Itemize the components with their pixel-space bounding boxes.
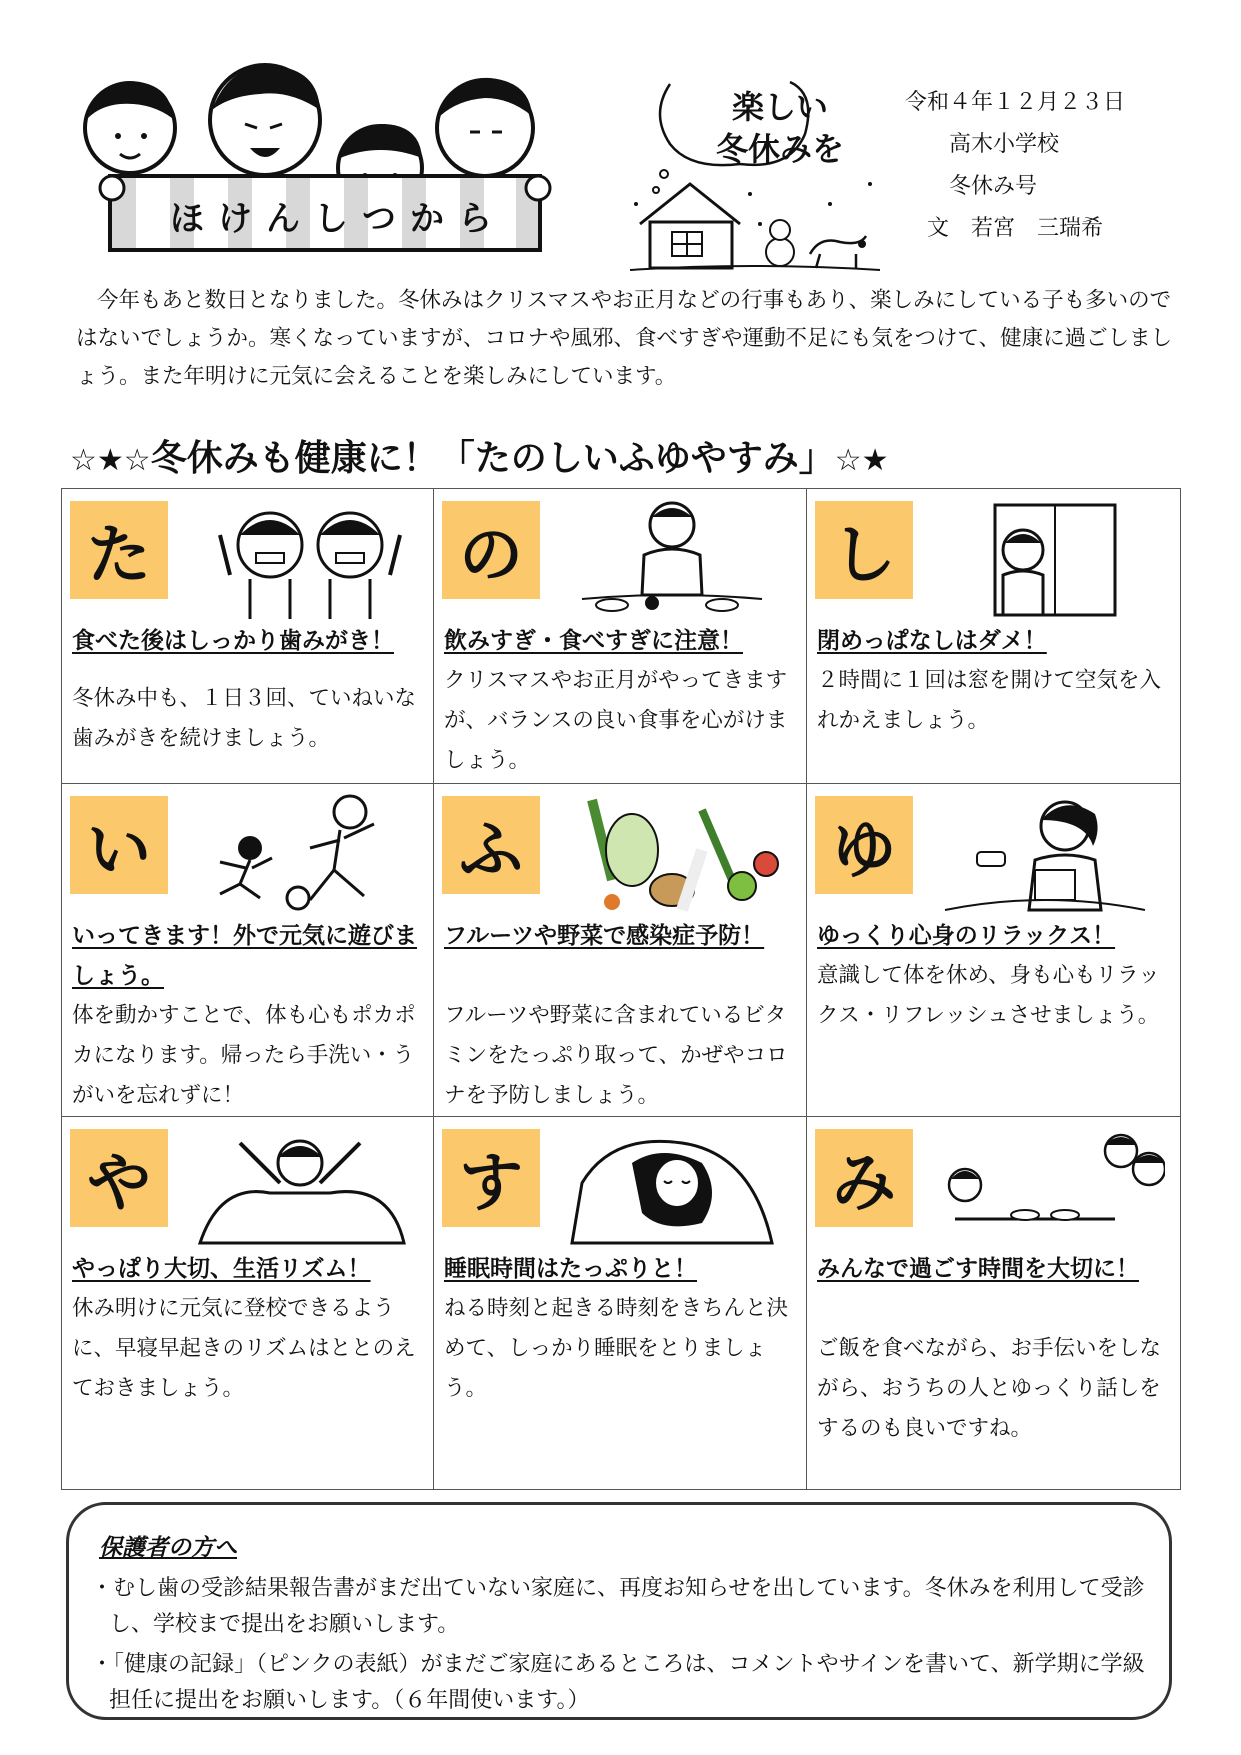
issue-name: 冬休み号 — [949, 174, 1038, 199]
winter-caption — [690, 86, 870, 170]
tip-card — [62, 1117, 434, 1489]
tip-body: 体を動かすことで、体も心もポカポカになります。帰ったら手洗い・うがいを忘れずに！ — [72, 1003, 416, 1108]
tip-letter: い — [70, 796, 168, 894]
tip-card — [434, 489, 807, 784]
tip-letter: の — [442, 501, 540, 599]
tip-body: ねる時刻と起きる時刻をきちんと決めて、しっかり睡眠をとりましょう。 — [444, 1296, 789, 1401]
sleeping-person-icon — [552, 1123, 792, 1249]
child-waking-up-icon — [180, 1123, 420, 1249]
tip-card — [434, 1117, 807, 1489]
tip-title: みんなで過ごす時間を大切に！ — [817, 1256, 1139, 1282]
tips-grid — [61, 488, 1181, 1490]
tip-body: フルーツや野菜に含まれているビタミンをたっぷり取って、かぜやコロナを予防しましょう。 — [444, 1003, 788, 1108]
headline — [70, 430, 1170, 481]
parents-list — [91, 1571, 1151, 1723]
tip-card — [807, 784, 1180, 1117]
headline-stars-lead: ☆★☆ — [70, 443, 151, 478]
tip-title: ゆっくり心身のリラックス！ — [817, 923, 1116, 949]
person-reading-book-icon — [925, 790, 1165, 916]
tip-title: 閉めっぱなしはダメ！ — [817, 628, 1047, 654]
list-item: ・むし歯の受診結果報告書がまだ出ていない家庭に、再度お知らせを出しています。冬休みを利用して受診し、学校まで提出をお願いします。 — [91, 1576, 1145, 1637]
issue-meta — [905, 82, 1125, 250]
person-at-dinner-table-icon — [552, 495, 792, 621]
tip-title: フルーツや野菜で感染症予防！ — [444, 923, 765, 949]
tip-card — [807, 1117, 1180, 1489]
child-opening-window-icon — [925, 495, 1165, 621]
tip-title: 食べた後はしっかり歯みがき！ — [72, 628, 394, 654]
tip-card — [62, 784, 434, 1117]
headline-text: 冬休みも健康に！「たのしいふゆやすみ」 — [150, 438, 835, 479]
intro-text — [76, 282, 1176, 396]
school-name: 高木小学校 — [949, 132, 1060, 157]
tip-title: やっぱり大切、生活リズム！ — [72, 1256, 371, 1282]
tip-letter: み — [815, 1129, 913, 1227]
tip-letter: す — [442, 1129, 540, 1227]
tip-card — [62, 489, 434, 784]
tip-title: 飲みすぎ・食べすぎに注意！ — [444, 628, 743, 654]
kids-playing-soccer-icon — [180, 790, 420, 916]
tip-card — [434, 784, 807, 1117]
list-item: ・「健康の記録」（ピンクの表紙）がまだご家庭にあるところは、コメントやサインを書いて、新学期に学級担任に提出をお願いします。（６年間使います。） — [91, 1652, 1145, 1713]
tip-letter: た — [70, 501, 168, 599]
kids-brushing-teeth-icon — [180, 495, 420, 621]
parents-notice-box — [66, 1502, 1172, 1720]
vegetables-and-fruits-icon — [552, 790, 792, 916]
tip-body: 意識して体を休め、身も心もリラックス・リフレッシュさせましょう。 — [817, 963, 1160, 1028]
tip-body: ２時間に１回は窓を開けて空気を入れかえましょう。 — [817, 668, 1162, 733]
parents-title: 保護者の方へ — [99, 1535, 237, 1561]
tip-title: いってきます！外で元気に遊びましょう。 — [72, 923, 417, 989]
tip-body: ご飯を食べながら、お手伝いをしながら、おうちの人とゆっくり話しをするのも良いですね。 — [817, 1336, 1162, 1441]
headline-stars-trail: ☆★ — [834, 443, 889, 478]
tip-title: 睡眠時間はたっぷりと！ — [444, 1256, 697, 1282]
tip-letter: し — [815, 501, 913, 599]
winter-caption-line1: 楽しい — [731, 88, 828, 126]
tip-card — [807, 489, 1180, 784]
banner-title: ほけんしつから — [170, 198, 506, 239]
intro-paragraph: 今年もあと数日となりました。冬休みはクリスマスやお正月などの行事もあり、楽しみにしている子も多いのではないでしょうか。寒くなっていますが、コロナや風邪、食べすぎや運動不足にも気をつけて、健康に過ごしましょう。また年明けに元気に会えることを楽しみにしています。 — [76, 288, 1173, 389]
tip-body: クリスマスやお正月がやってきますが、バランスの良い食事を心がけましょう。 — [444, 668, 788, 773]
winter-caption-line2: 冬休みを — [715, 130, 844, 168]
family-eating-together-icon — [925, 1123, 1165, 1249]
issue-date: 令和４年１２月２３日 — [905, 90, 1126, 115]
tip-letter: や — [70, 1129, 168, 1227]
tip-letter: ゆ — [815, 796, 913, 894]
tip-body: 冬休み中も、１日３回、ていねいな歯みがきを続けましょう。 — [72, 686, 417, 751]
tip-body: 休み明けに元気に登校できるように、早寝早起きのリズムはととのえておきましょう。 — [72, 1296, 416, 1401]
tip-letter: ふ — [442, 796, 540, 894]
author: 文 若宮 三瑞希 — [927, 216, 1104, 241]
